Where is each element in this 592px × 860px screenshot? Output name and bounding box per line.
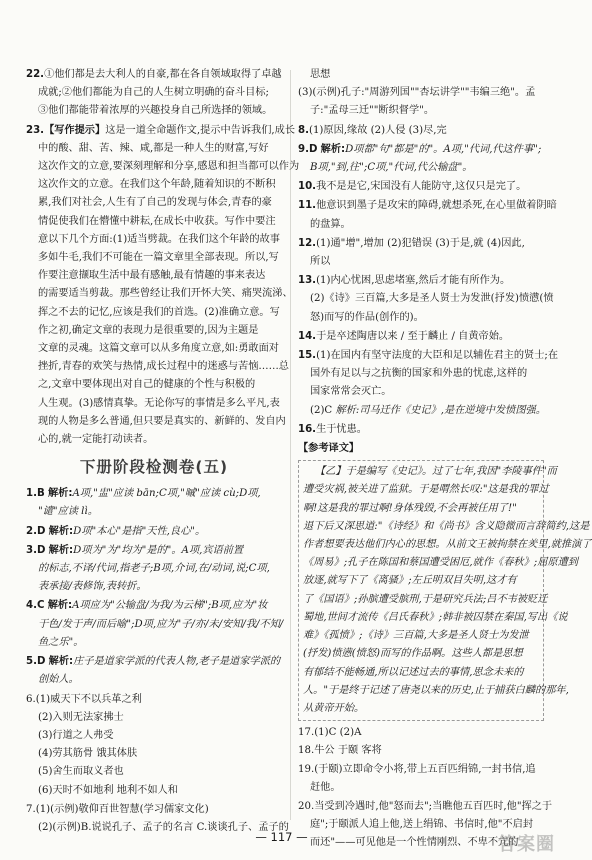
answer-line: 鱼之乐"。 [38,636,84,648]
question-number: 3.D [26,544,46,556]
answer-line: 的需要适当剪裁。那些曾经让我们开怀大笑、痛哭流涕、 [38,288,293,300]
answer-line: 他意识到墨子是攻宋的障碍,就想杀死,在心里做着阴暗 [316,200,557,212]
answer-line: 人生观。(3)感情真挚。无论你写的事情是多么平凡,表 [38,397,280,409]
translation-line: 【乙】于是编写《史记》。过了七年,我因"李陵事件"而 [315,466,557,478]
translation-line: 遭受灾祸,被关进了监狱。于是喟然长叹:"这是我的罪过 [303,484,549,496]
answer-line: D项"本心"是指"天性,良心"。 [73,525,206,537]
question-number: 4.C [26,600,45,612]
answer-line: ③他们都能带着浓厚的兴趣投身自己所选择的领域。 [38,105,273,117]
answer-line: 怒)而写的作品(创作的)。 [310,311,424,323]
writing-tip-tag: 【写作提示】 [44,124,106,136]
page-number-value: 117 [270,830,293,844]
translation-line: 难》《孤愤》;《诗》三百篇,大多是圣人贤士为发泄 [303,630,529,642]
answer-15 [298,347,559,420]
answer-line: 的盘算。 [310,218,351,230]
answer-line: 的标志,不译/代词,指老子;B项,介词,在/动词,说;C项, [38,563,270,575]
answer-line: D项为"为"均为"是的"。A项,宾语前置 [73,544,244,556]
answer-line: 意以下几个方面:(1)适当劈裁。在我们这个年龄的故事 [38,233,280,245]
answer-7-continued [298,66,544,121]
page-number: — 117 — [255,830,308,844]
translation-line: 作者想要表达他们内心的思想。从前文王被拘禁在羑里,就推演了 [303,539,592,551]
watermark-logo: 答案圈 [498,833,555,855]
answer-line: "谴"应读 lì。 [38,506,98,518]
answer-line: 于是卒述陶唐以来 / 至于麟止 / 自黄帝始。 [316,330,510,342]
answer-line: (2)《诗》三百篇,大多是圣人贤士为发泄(抒发)愤懑(愤 [310,293,554,305]
answer-8 [298,122,544,140]
answer-line: (1)在国内有坚守法度的大臣和足以辅佐君主的贤士;在 [316,350,559,362]
question-number: 8. [298,124,309,136]
answer-line: A项应为"公输盘/为我/为云梯";B项,应为"妆 [72,600,268,612]
answer-22 [26,66,282,121]
answer-line: 20.当受到冷遇时,他"怒而去";当瞧他五百匹时,他"挥之于 [298,800,553,812]
answer-line: 思想 [310,69,331,80]
question-number: 13. [298,275,317,287]
answer-line: 挥之不去的记忆,应该是我们的首选。(2)准确立意。写 [38,306,280,318]
answer-line: 而还"——可见他是一个性情刚烈、不卑不亢的 [310,837,519,849]
answer-line: 心的,就一定能打动读者。 [38,434,154,446]
translation-line: 了《国语》;孙膑遭受膑刑,于是研究兵法;吕不韦被贬迁 [303,593,548,605]
answer-line: (3)(示例)孔子:"周游列国""杏坛讲学""韦编三绝"。孟 [298,87,536,99]
answer-line: 国家常常会灭亡。 [310,386,392,398]
answer-line: 情促使我们在懵懂中耕耘,在成长中收获。写作中要注 [38,215,276,227]
answer-line: 累,我们对社会,人生有了自己的发现与体会,青春的豪 [38,197,272,209]
column-divider [290,70,291,820]
analysis-label: 解析: [320,143,346,155]
answer-17: 17.(1)C (2)A [298,727,362,739]
answer-6 [26,691,282,800]
answer-11 [298,197,557,233]
answer-line: 中的酸、甜、苦、辣、咸,都是一种人生的财富,写好 [38,142,269,154]
answer-23 [26,122,300,450]
translation-line: 退下后又深思道:"《诗经》和《尚书》含义隐微而言辞简约,这是 [303,520,590,532]
question-number: 10. [298,181,317,193]
translation-line: (抒发)愤懑(愤怒)而写的作品啊。这些人都是思想 [303,648,523,660]
answer-line: 庄子是道家学派的代表人物,老子是道家学派的 [73,656,281,668]
answer-line: 所以 [310,256,331,268]
question-number: 1.B [26,488,45,500]
answer-18: 18.牛公 于颐 客将 [298,745,382,757]
answer-line: 现的人物是多么普通,但只要是真实的、新鲜的、发自内 [38,415,286,427]
answer-line: (2)(示例)B.说说孔子、孟子的名言 C.谈谈孔子、孟子的 [38,821,289,833]
answer-line: (3)行道之人弗受 [38,729,114,741]
question-number: 5.D [26,656,46,668]
answer-line: 7.(1)(示例)敬仰百世智慧(学习儒家文化) [26,803,209,815]
answer-12 [298,235,544,271]
right-column [298,66,592,854]
answer-9 [298,141,544,177]
section-title: 下册阶段检测卷(五) [79,458,229,477]
answer-line: 创始人。 [38,674,79,686]
answer-line: 生于忧患。 [316,423,367,435]
translation-line: 蜀地,世间才流传《吕氏春秋》;韩非被囚禁在秦国,写出《说 [303,611,568,623]
answer-line: 国外有足以与之抗衡的国家和外患的忧虑,这样的 [310,368,528,380]
answer-line: (2)C [310,404,333,416]
answer-line: ①他们都是去大利人的自豪,都在各自领域取得了卓越 [44,69,282,80]
answer-line: 之,文章中要体现出对自己的健康的个性与积极的 [38,379,256,391]
translation-line: 放逐,就写下了《离骚》;左丘明双目失明,这才有 [303,575,517,587]
translation-line: 啊!这是我的罪过啊!身体残毁,不会再被任用了!" [303,502,517,514]
answer-line: 文章的灵魂。这篇文章可以从多角度立意,如:勇敢面对 [38,343,279,355]
analysis-label: 解析: [47,488,73,500]
answer-line: 子:"孟母三迁""断织督学"。 [310,105,435,117]
answer-line: (5)舍生而取义者也 [38,766,124,778]
answer-line: D项都"句"都是"的"。A项,"代词,代这件事"; [345,143,542,155]
answer-2 [26,523,282,541]
question-number: 23. [26,124,45,136]
answer-line: B项,"到,往";C项,"代词,代公输盘"。 [310,162,473,174]
answer-line: 多如牛毛,我们不可能在一篇文章里全部表现。所以,写 [38,252,279,264]
answer-line: 于色/发于声/而后喻";D项,应为"子/亦/未/安知/我/不知/ [38,618,284,630]
translation-line: 从黄帝开始。 [303,702,365,714]
analysis-label: 解析: [48,525,74,537]
answer-5 [26,653,282,689]
question-number: 14. [298,330,317,342]
analysis-label: 解析: [47,600,73,612]
question-number: 12. [298,237,317,249]
answer-line: 作之初,确定文章的表现力是很重要的,因为主题是 [38,324,259,336]
answer-line: 表承接/表修饰,表转折。 [38,581,147,593]
answer-line: 6.(1)威天下不以兵革之利 [26,693,142,705]
answer-line: 作要注意撷取生活中最有感触,最有情趣的事来表达 [38,270,266,282]
answer-1 [26,485,282,521]
question-number: 2.D [26,525,46,537]
analysis-label: 解析: [48,656,74,668]
answer-line: 这是一道全命题作文,提示中告诉我们,成长 [105,124,296,136]
answer-line: 解析:司马迁作《史记》,是在逆境中发愤图强。 [335,404,546,416]
answer-10 [298,178,544,196]
question-number: 11. [298,200,317,212]
answer-3 [26,542,282,597]
reference-translation-box [298,460,592,721]
question-number: 16. [298,423,317,435]
answer-4 [26,597,282,652]
answer-13 [298,272,554,327]
answer-line: A项,"盅"应读 bān;C项,"嘁"应读 cù;D项, [72,488,261,500]
answer-line: (2)入则无法家拂士 [38,711,124,723]
answer-line: 成就;②他们都能为自己的人生树立明确的奋斗目标; [38,87,269,99]
translation-line: 《周易》;孔子在陈国和蔡国遭受困厄,就作《春秋》;屈原遭到 [303,557,578,569]
answer-line: 这次作文的立意,要深刻理解和分享,感恩和担当都可以作为 [38,161,300,173]
question-number: 15. [298,350,317,362]
answer-line: (1)通"增",增加 (2)犯错误 (3)于是,就 (4)因此, [316,237,525,249]
answer-line: 赶他。 [310,781,341,793]
question-number: 9.D [298,143,318,155]
answer-line: (4)劳其筋骨 饿其体肤 [38,748,138,760]
answer-line: 挫折,青春的欢笑与热情,成长过程中的迷惑与苦恼……总 [38,361,289,373]
answer-16 [298,421,544,439]
answer-line: (6)天时不如地利 地利不如人和 [38,784,178,796]
answer-line: 我不是是它,宋国没有人能防守,这仅只是完了。 [316,181,527,193]
answer-line: (1)内心忧困,思虑堵塞,然后才能有所作为。 [316,275,511,287]
answer-14 [298,328,544,346]
answer-line: 19.(于颐)立即命令小将,带上五百匹绢锦,一封书信,追 [298,763,536,775]
analysis-label: 解析: [48,544,74,556]
reference-translation-title: 【参考译文】 [298,443,360,455]
question-number: 22. [26,69,45,80]
translation-line: 有郁结不能畅通,所以记述过去的事情,思念未来的 [303,666,524,678]
answer-line: (1)原因,缘故 (2)人侵 (3)尽,完 [308,124,447,136]
answer-line: 庭";于颐派人追上他,送上绢锦、书信时,他"不启封 [310,819,534,831]
answer-line: 这次作文的立意。在我们这个年龄,随着知识的不断积 [38,179,276,191]
translation-line: 人。"于是终于记述了唐尧以来的历史,止于捕获白麟的那年, [303,684,569,696]
answer-19 [298,761,544,797]
